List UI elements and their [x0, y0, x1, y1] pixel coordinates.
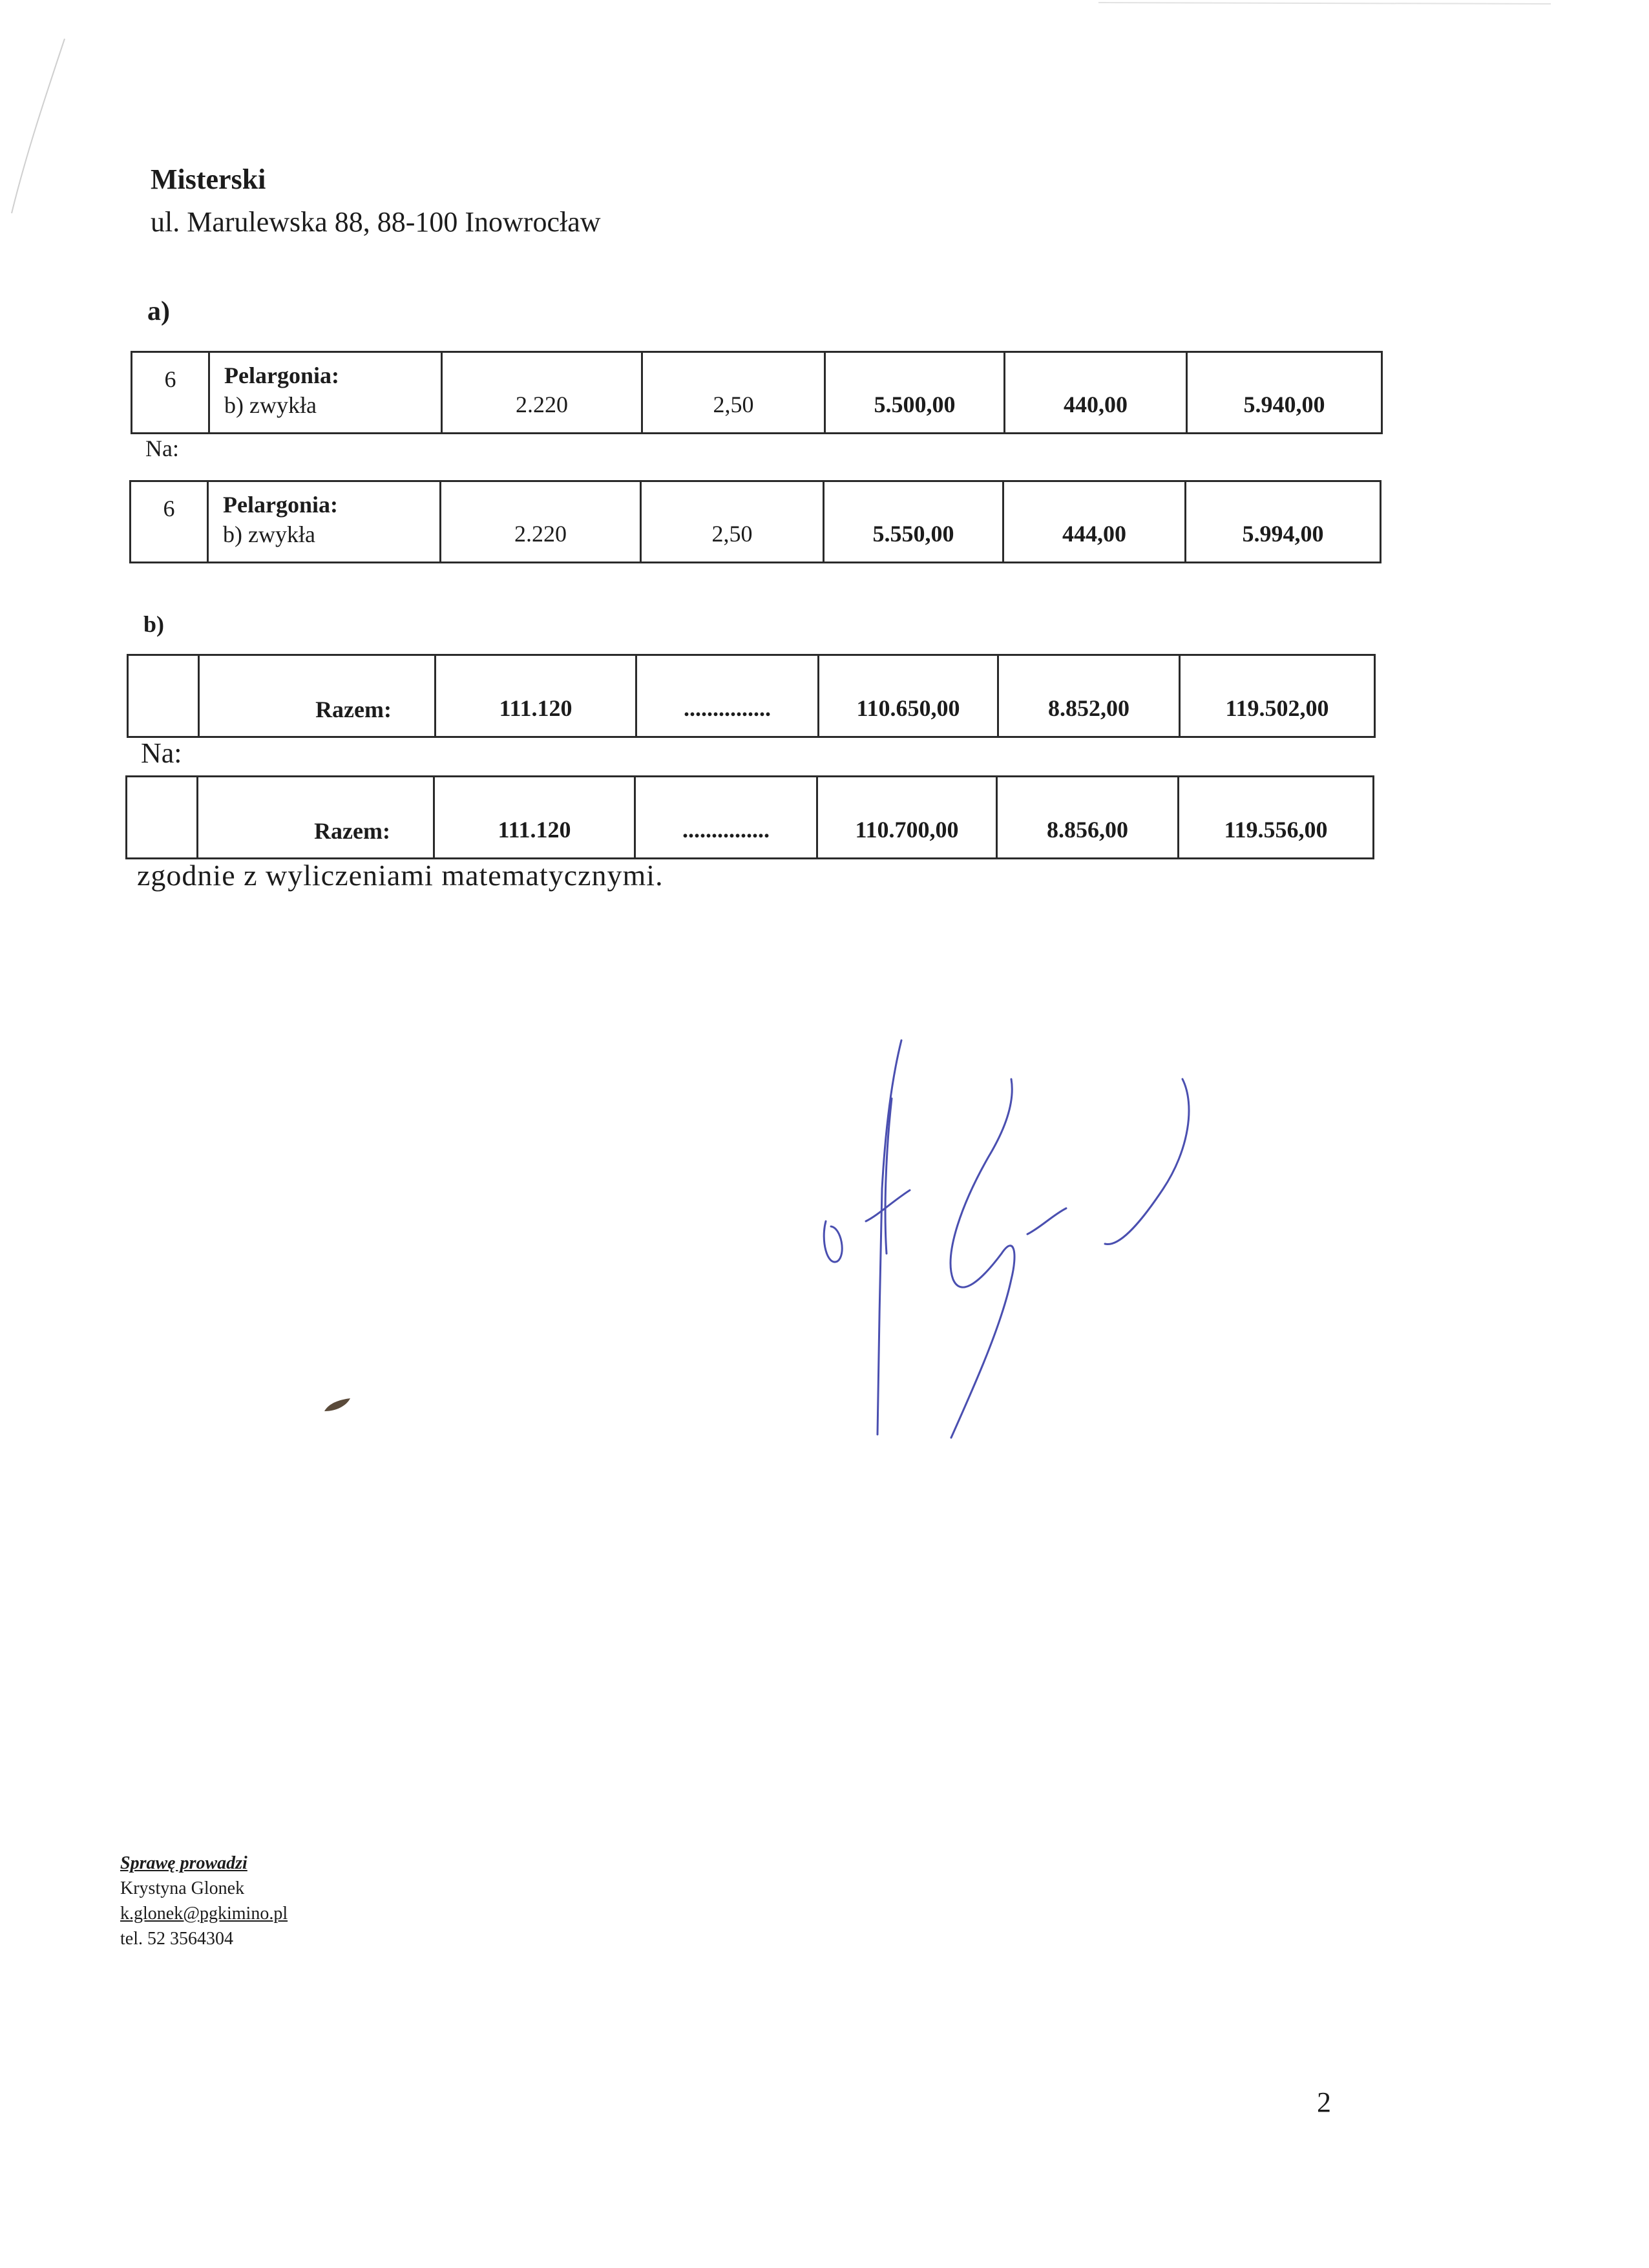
- table-row: [131, 481, 1381, 563]
- quantity-cell: 111.120: [436, 655, 636, 737]
- footer-phone: tel. 52 3564304: [120, 1929, 233, 1949]
- price-cell: 2,50: [641, 481, 824, 563]
- vat-value-cell: 444,00: [1003, 481, 1186, 563]
- table-b-before: [127, 654, 1376, 738]
- table-a-after: [129, 480, 1381, 563]
- section-a-label: a): [147, 297, 170, 326]
- empty-cell: [127, 777, 198, 859]
- calculation-note: zgodnie z wyliczeniami matematycznymi.: [137, 859, 664, 892]
- handwritten-signature: [795, 1021, 1415, 1486]
- product-name: Pelargonia:: [223, 492, 338, 518]
- company-address: ul. Marulewska 88, 88-100 Inowrocław: [151, 206, 601, 238]
- vat-value-cell: 8.852,00: [998, 655, 1180, 737]
- quantity-cell: 111.120: [434, 777, 635, 859]
- gross-value-cell: 119.556,00: [1179, 777, 1374, 859]
- total-label: Razem:: [198, 777, 434, 859]
- vat-value-cell: 440,00: [1005, 352, 1187, 434]
- ink-spot-icon: [322, 1396, 354, 1415]
- gross-value-cell: 5.940,00: [1187, 352, 1382, 434]
- price-cell: ...............: [636, 655, 819, 737]
- table-row: [132, 352, 1382, 434]
- net-value-cell: 110.650,00: [819, 655, 998, 737]
- company-name: Misterski: [151, 163, 266, 195]
- table-row: [128, 655, 1375, 737]
- net-value-cell: 5.500,00: [825, 352, 1005, 434]
- net-value-cell: 5.550,00: [824, 481, 1003, 563]
- row-number: 6: [132, 352, 209, 434]
- table-b-after: [125, 775, 1374, 859]
- scan-edge-decoration: [0, 0, 1649, 258]
- product-name: Pelargonia:: [224, 362, 339, 388]
- row-number: 6: [131, 481, 208, 563]
- table-a-before: [131, 351, 1383, 434]
- footer-title: Sprawę prowadzi: [120, 1853, 247, 1873]
- na-label-a: Na:: [145, 436, 179, 461]
- empty-cell: [128, 655, 199, 737]
- table-row: [127, 777, 1374, 859]
- net-value-cell: 110.700,00: [817, 777, 997, 859]
- footer-email-link[interactable]: k.glonek@pgkimino.pl: [120, 1904, 288, 1924]
- footer-contact-name: Krystyna Glonek: [120, 1878, 245, 1898]
- gross-value-cell: 119.502,00: [1180, 655, 1375, 737]
- quantity-cell: 2.220: [442, 352, 642, 434]
- product-variant: b) zwykła: [224, 392, 317, 418]
- price-cell: 2,50: [642, 352, 825, 434]
- product-description: [209, 352, 442, 434]
- gross-value-cell: 5.994,00: [1186, 481, 1381, 563]
- na-label-b: Na:: [141, 737, 182, 769]
- product-variant: b) zwykła: [223, 521, 315, 547]
- quantity-cell: 2.220: [441, 481, 641, 563]
- section-b-label: b): [143, 611, 165, 637]
- total-label: Razem:: [199, 655, 436, 737]
- product-description: [208, 481, 441, 563]
- price-cell: ...............: [635, 777, 817, 859]
- vat-value-cell: 8.856,00: [997, 777, 1179, 859]
- page-number: 2: [1317, 2086, 1331, 2118]
